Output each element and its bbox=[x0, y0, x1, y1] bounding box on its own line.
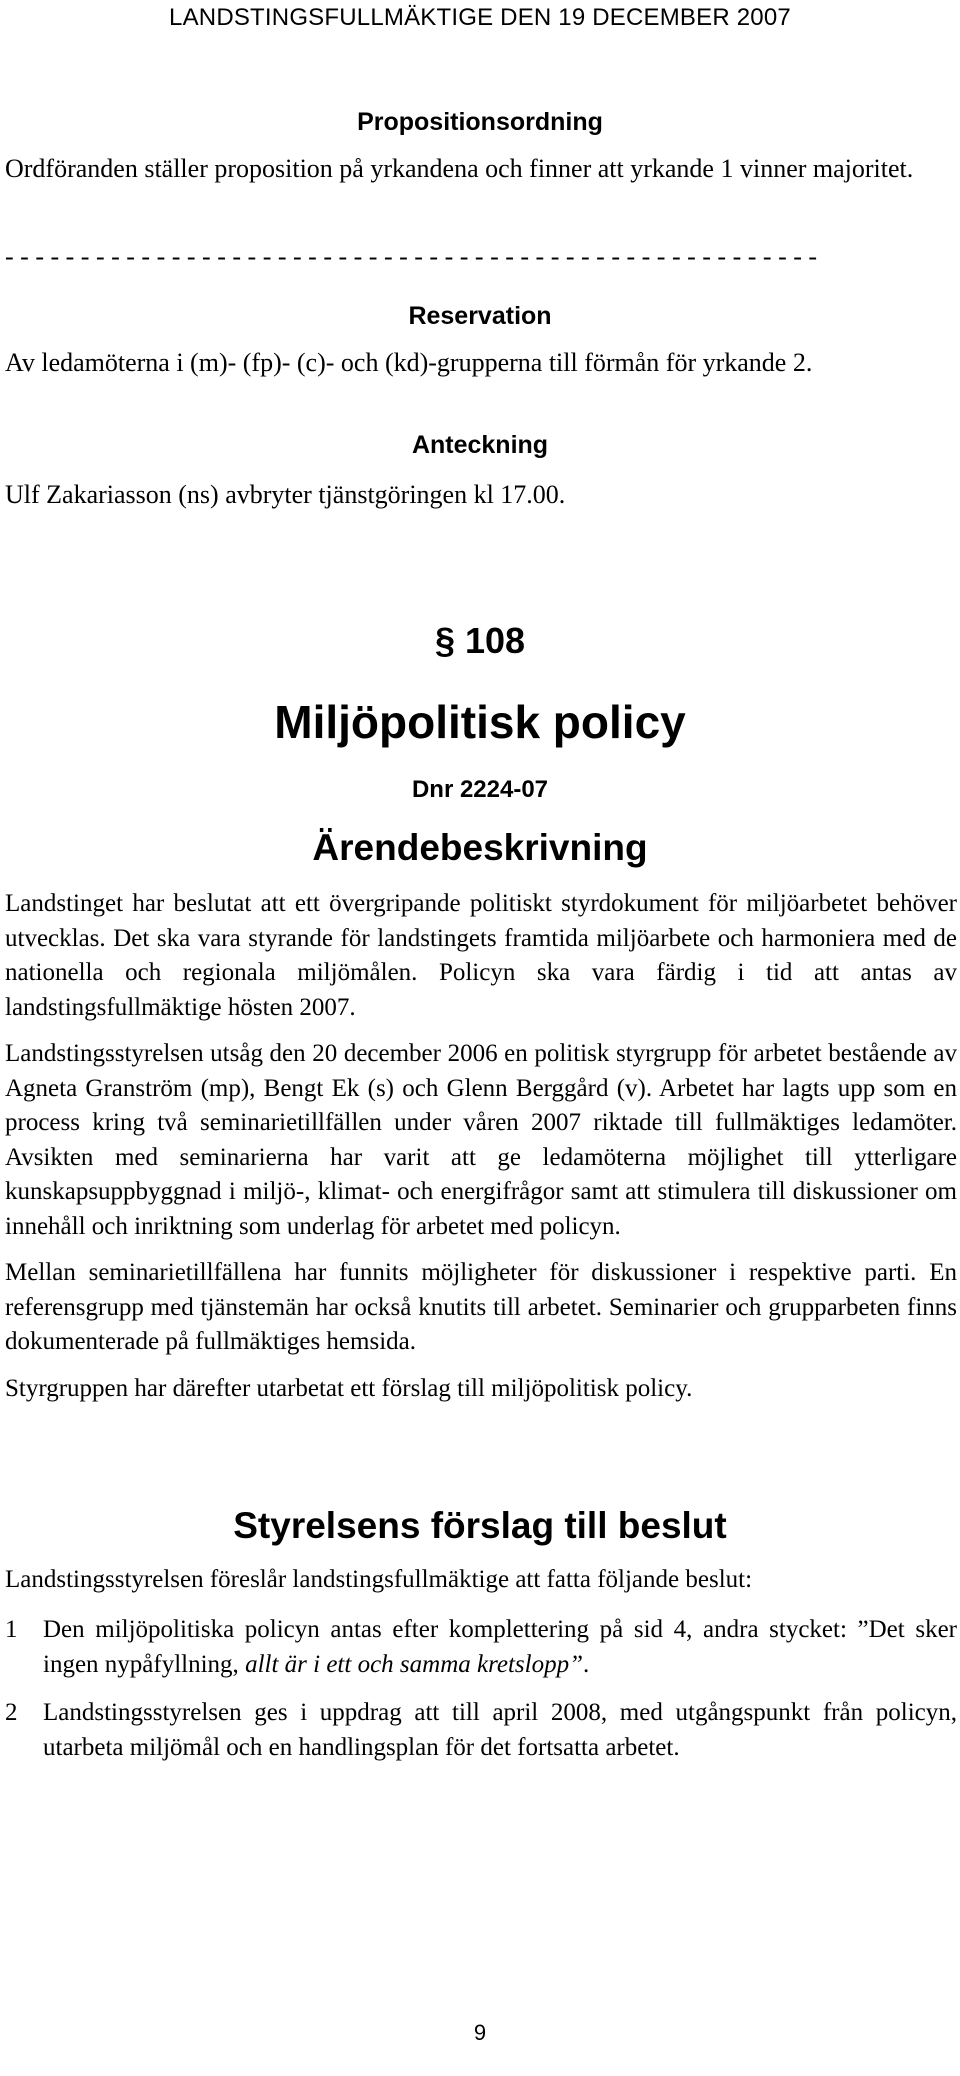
list-item-number: 2 bbox=[5, 1699, 18, 1726]
list-item-quote: allt är i ett och samma kretslopp” bbox=[245, 1650, 584, 1678]
propositionsordning-text: Ordföranden ställer proposition på yrkandena och finner att yrkande 1 vinner majoritet. bbox=[5, 154, 914, 183]
arendebeskrivning-body bbox=[5, 887, 957, 1406]
list-item-number: 1 bbox=[5, 1616, 18, 1643]
paragraph-1: Landstinget har beslutat att ett övergripande politiskt styrdokument för miljöarbetet behöver utvecklas. Det ska vara styrande för landstingets framtida miljöarbete och harmoniera med de nationella och regionala miljömålen. Policyn ska vara färdig i tid att antas av landstingsfullmäktige hösten 2007. bbox=[5, 890, 957, 1021]
forslag-heading: Styrelsens förslag till beslut bbox=[233, 1505, 727, 1546]
section-title: Miljöpolitisk policy bbox=[274, 696, 686, 748]
list-item bbox=[5, 1613, 957, 1682]
list-item-text: Den miljöpolitiska policyn antas efter komplettering på sid 4, andra stycket: ”Det sker ingen nypåfyllning, bbox=[43, 1616, 957, 1678]
paragraph-3: Mellan seminarietillfällena har funnits möjligheter för diskussioner i respektive parti. En referensgrupp med tjänstemän har också knutits till arbetet. Seminarier och grupparbeten finns dokumenterade på fullmäktiges hemsida. bbox=[5, 1259, 957, 1355]
paragraph-4: Styrgruppen har därefter utarbetat ett förslag till miljöpolitisk policy. bbox=[5, 1374, 693, 1402]
section-number: § 108 bbox=[434, 620, 526, 661]
dashed-separator: - - - - - - - - - - - - - - - - - - - - - - - - - - - - - - - - - - - - - - - - - - - - - - - - - - - - - - bbox=[5, 242, 818, 271]
anteckning-text: Ulf Zakariasson (ns) avbryter tjänstgöringen kl 17.00. bbox=[5, 480, 566, 509]
forslag-intro: Landstingsstyrelsen föreslår landstingsfullmäktige att fatta följande beslut: bbox=[5, 1566, 753, 1593]
dnr-number: Dnr 2224-07 bbox=[411, 776, 549, 803]
list-item bbox=[5, 1696, 957, 1765]
page-header: LANDSTINGSFULLMÄKTIGE DEN 19 DECEMBER 2007 bbox=[169, 4, 791, 31]
paragraph-2: Landstingsstyrelsen utsåg den 20 december 2006 en politisk styrgrupp för arbetet bestående av Agneta Granström (mp), Bengt Ek (s) och Glenn Berggård (v). Arbetet har lagts upp som en process kring två seminarietillfällen under våren 2007 riktade till fullmäktiges ledamöter. Avsikten med seminarierna har varit att ge ledamöterna möjlighet till ytterligare kunskapsuppbyggnad i miljö-, klimat- och energifrågor samt att stimulera till diskussioner om innehåll och inriktning som underlag för arbetet med policyn. bbox=[5, 1040, 957, 1240]
arendebeskrivning-heading: Ärendebeskrivning bbox=[312, 827, 648, 868]
list-item-tail: . bbox=[583, 1650, 590, 1678]
list-item-text: Landstingsstyrelsen ges i uppdrag att till april 2008, med utgångspunkt från policyn, utarbeta miljömål och en handlingsplan för det fortsatta arbetet. bbox=[43, 1699, 957, 1761]
reservation-heading: Reservation bbox=[408, 302, 552, 330]
anteckning-heading: Anteckning bbox=[411, 431, 549, 459]
propositionsordning-heading: Propositionsordning bbox=[357, 108, 603, 136]
page-number: 9 bbox=[473, 2020, 487, 2045]
reservation-text: Av ledamöterna i (m)- (fp)- (c)- och (kd)-grupperna till förmån för yrkande 2. bbox=[5, 348, 813, 377]
